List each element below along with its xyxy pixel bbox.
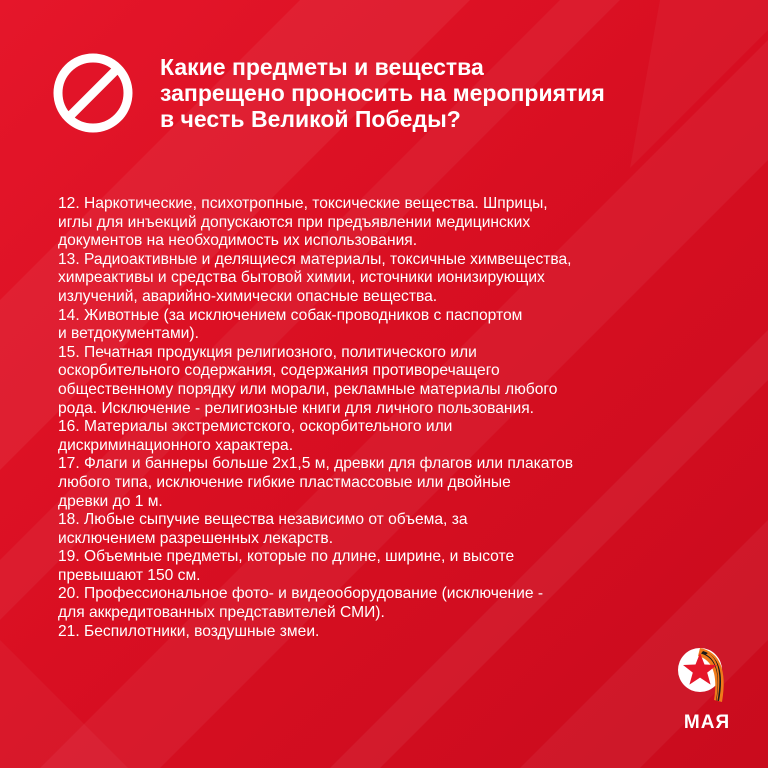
list-item-line: превышают 150 см. (58, 566, 201, 584)
list-item-line: исключением разрешенных лекарств. (58, 529, 334, 547)
list-item-line: дискриминационного характера. (58, 436, 294, 454)
title-line: Какие предметы и вещества (160, 54, 484, 80)
list-item-line: общественному порядку или морали, рекламные материалы любого (58, 380, 558, 398)
list-item-line: 14. Животные (за исключением собак-проводников с паспортом (58, 306, 523, 324)
prohibited-items-list (58, 195, 738, 641)
list-item-line: химреактивы и средства бытовой химии, источники ионизирующих (58, 269, 545, 287)
list-item-line: 13. Радиоактивные и делящиеся материалы, токсичные химвещества, (58, 250, 572, 268)
list-item-line: 19. Объемные предметы, которые по длине, ширине, и высоте (58, 548, 515, 566)
list-item-line: 21. Беспилотники, воздушные змеи. (58, 622, 320, 640)
list-item-line: иглы для инъекций допускаются при предъявлении медицинских (58, 213, 531, 231)
list-item-line: 17. Флаги и баннеры больше 2х1,5 м, древки для флагов или плакатов (58, 455, 574, 473)
list-item-line: оскорбительного содержания, содержания противоречащего (58, 362, 500, 380)
list-item-line: документов на необходимость их использования. (58, 232, 418, 250)
logo-wordmark: МАЯ (683, 712, 731, 733)
title-line: в честь Великой Победы? (160, 106, 461, 132)
list-item-line: 20. Профессиональное фото- и видеооборудование (исключение - (58, 585, 544, 603)
title-line: запрещено проносить на мероприятия (160, 80, 605, 106)
list-item-line: 16. Материалы экстремистского, оскорбительного или (58, 418, 453, 436)
no-entry-circle-icon (50, 50, 136, 136)
list-item-line: любого типа, исключение гибкие пластмассовые или двойные (58, 473, 511, 491)
list-item-line: 12. Наркотические, психотропные, токсические вещества. Шприцы, (58, 195, 548, 212)
list-item-line: 18. Любые сыпучие вещества независимо от объема, за (58, 511, 468, 529)
list-item-line: 15. Печатная продукция религиозного, политического или (58, 343, 477, 361)
list-item-line: излучений, аварийно-химически опасные вещества. (58, 287, 438, 305)
list-item-line: рода. Исключение - религиозные книги для личного пользования. (58, 399, 534, 417)
page-title (160, 54, 720, 132)
list-item-line: и ветдокументами). (58, 325, 199, 343)
list-item-line: для аккредитованных представителей СМИ). (58, 604, 385, 622)
list-item-line: древки до 1 м. (58, 492, 163, 510)
